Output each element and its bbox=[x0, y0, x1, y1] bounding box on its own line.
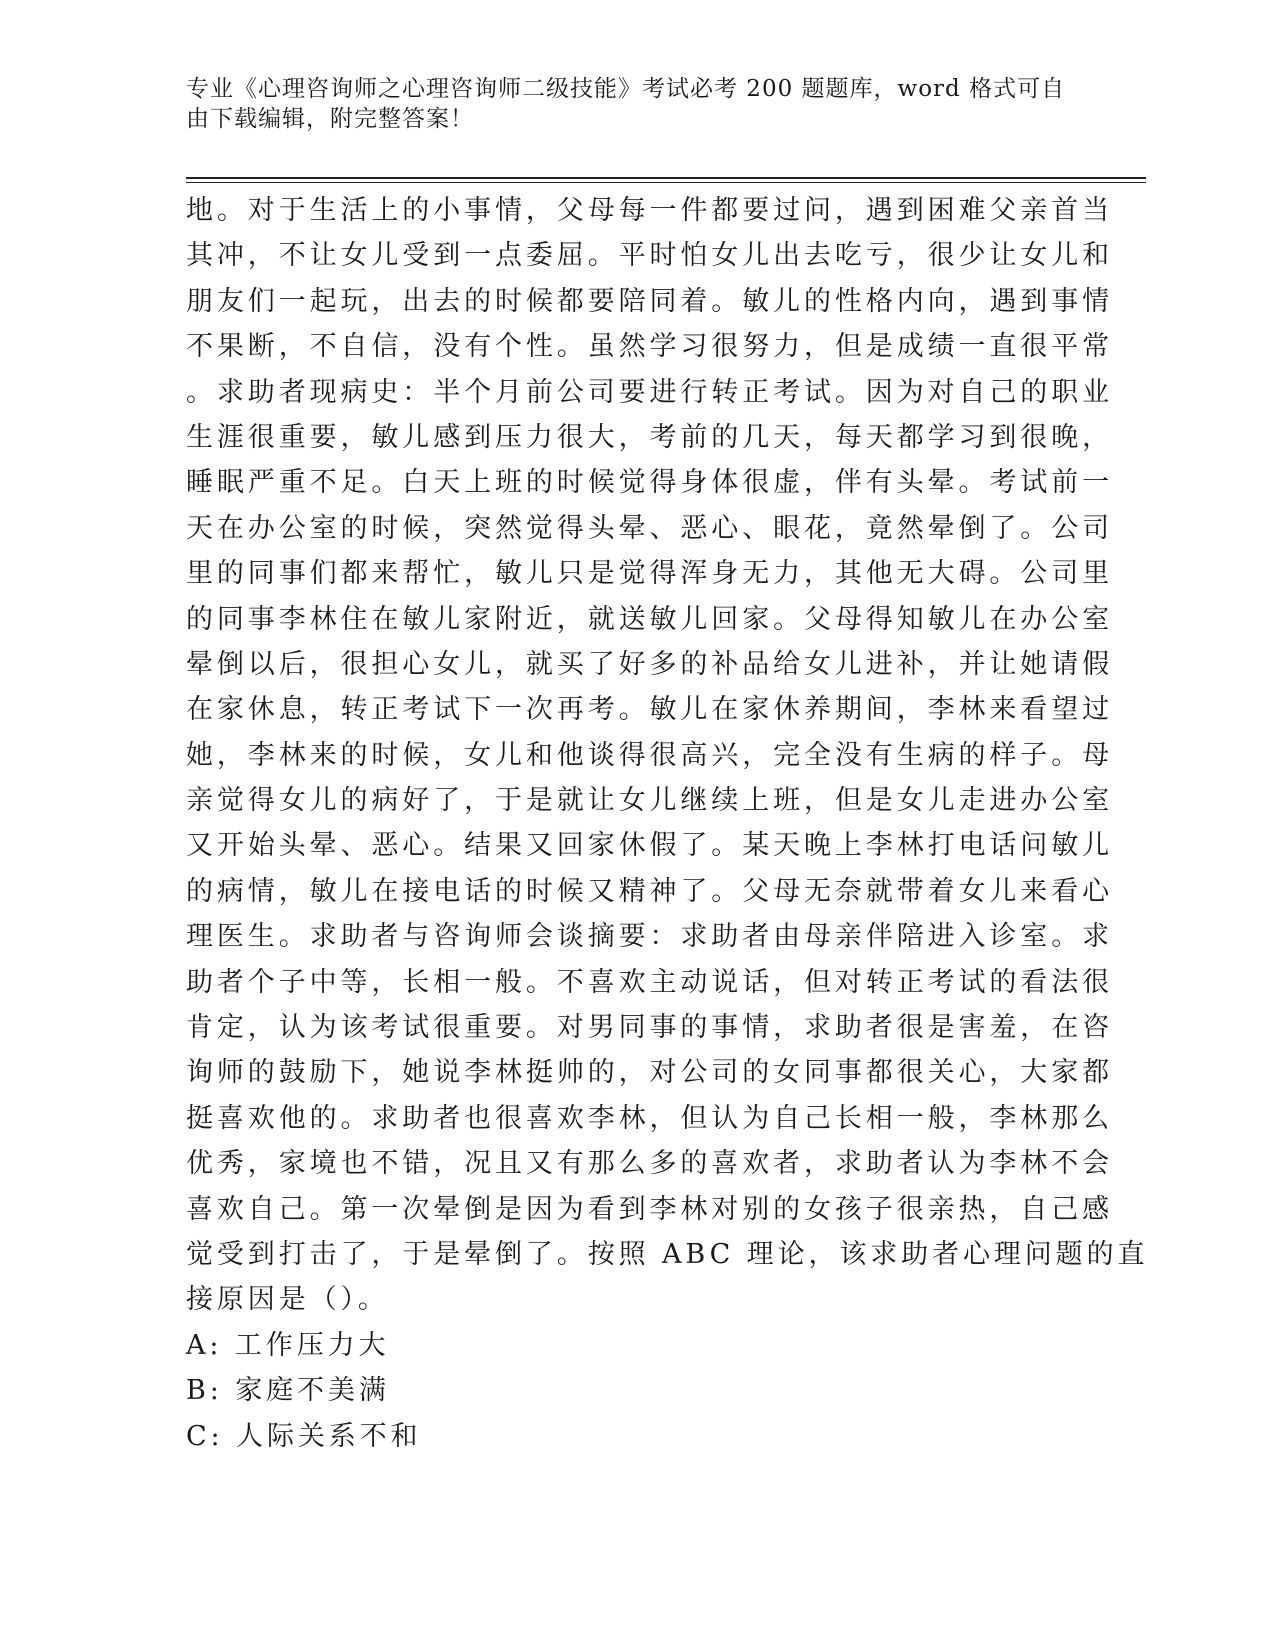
body-line: 地。对于生活上的小事情，父母每一件都要过问，遇到困难父亲首当 bbox=[186, 195, 1113, 226]
option-c bbox=[186, 1414, 1056, 1459]
body-line: 睡眠严重不足。白天上班的时候觉得身体很虚，伴有头晕。考试前一 bbox=[186, 467, 1113, 499]
body-line: 。求助者现病史：半个月前公司要进行转正考试。因为对自己的职业 bbox=[186, 376, 1113, 408]
body-line: 肯定，认为该考试很重要。对男同事的事情，求助者很是害羞，在咨 bbox=[186, 1012, 1113, 1044]
body-line: 的同事李林住在敏儿家附近，就送敏儿回家。父母得知敏儿在办公室 bbox=[186, 603, 1113, 635]
option-c-text: 人际关系不和 bbox=[236, 1420, 422, 1452]
body-line: 优秀，家境也不错，况且又有那么多的喜欢者，求助者认为李林不会 bbox=[186, 1148, 1113, 1180]
body-line: 的病情，敏儿在接电话的时候又精神了。父母无奈就带着女儿来看心 bbox=[186, 875, 1113, 907]
body-line: 亲觉得女儿的病好了，于是就让女儿继续上班，但是女儿走进办公室 bbox=[186, 785, 1113, 817]
body-line: 其冲，不让女儿受到一点委屈。平时怕女儿出去吃亏，很少让女儿和 bbox=[186, 240, 1113, 272]
body-line: 天在办公室的时候，突然觉得头晕、恶心、眼花，竟然晕倒了。公司 bbox=[186, 512, 1113, 544]
body-line: 觉受到打击了，于是晕倒了。按照 ABC 理论，该求助者心理问题的直 bbox=[186, 1238, 1149, 1270]
question-body bbox=[186, 188, 1149, 1459]
body-line: 理医生。求助者与咨询师会谈摘要：求助者由母亲伴陪进入诊室。求 bbox=[186, 921, 1113, 953]
body-line: 助者个子中等，长相一般。不喜欢主动说话，但对转正考试的看法很 bbox=[186, 966, 1113, 998]
header-rule-thin bbox=[186, 182, 1146, 183]
header-rule-thick bbox=[186, 177, 1146, 179]
body-line: 朋友们一起玩，出去的时候都要陪同着。敏儿的性格内向，遇到事情 bbox=[186, 285, 1113, 317]
option-a-text: 工作压力大 bbox=[234, 1329, 390, 1361]
body-line: 晕倒以后，很担心女儿，就买了好多的补品给女儿进补，并让她请假 bbox=[186, 648, 1113, 680]
option-a-label: A: bbox=[186, 1329, 223, 1361]
document-header bbox=[186, 74, 1066, 134]
body-line: 在家休息，转正考试下一次再考。敏儿在家休养期间，李林来看望过 bbox=[186, 694, 1113, 726]
body-line: 里的同事们都来帮忙，敏儿只是觉得浑身无力，其他无大碍。公司里 bbox=[186, 558, 1113, 590]
option-b-text: 家庭不美满 bbox=[235, 1375, 390, 1407]
body-line: 挺喜欢他的。求助者也很喜欢李林，但认为自己长相一般，李林那么 bbox=[186, 1102, 1113, 1134]
body-line: 喜欢自己。第一次晕倒是因为看到李林对别的女孩子很亲热，自己感 bbox=[186, 1193, 1113, 1225]
body-line: 她，李林来的时候，女儿和他谈得很高兴，完全没有生病的样子。母 bbox=[186, 739, 1113, 771]
header-line-1: 专业《心理咨询师之心理咨询师二级技能》考试必考 200 题题库，word 格式可自 bbox=[186, 76, 1066, 102]
option-b-label: B: bbox=[186, 1375, 223, 1407]
body-line: 生涯很重要，敏儿感到压力很大，考前的几天，每天都学习到很晚， bbox=[186, 421, 1113, 453]
body-line: 又开始头晕、恶心。结果又回家休假了。某天晚上李林打电话问敏儿 bbox=[186, 830, 1113, 862]
body-line: 不果断，不自信，没有个性。虽然学习很努力，但是成绩一直很平常 bbox=[186, 331, 1113, 363]
body-line: 接原因是（）。 bbox=[186, 1284, 389, 1316]
body-line: 询师的鼓励下，她说李林挺帅的，对公司的女同事都很关心，大家都 bbox=[186, 1057, 1113, 1089]
option-a bbox=[186, 1323, 1056, 1368]
option-b bbox=[186, 1368, 1056, 1413]
option-c-label: C: bbox=[186, 1420, 224, 1452]
header-line-2: 由下载编辑，附完整答案！ bbox=[186, 106, 474, 132]
